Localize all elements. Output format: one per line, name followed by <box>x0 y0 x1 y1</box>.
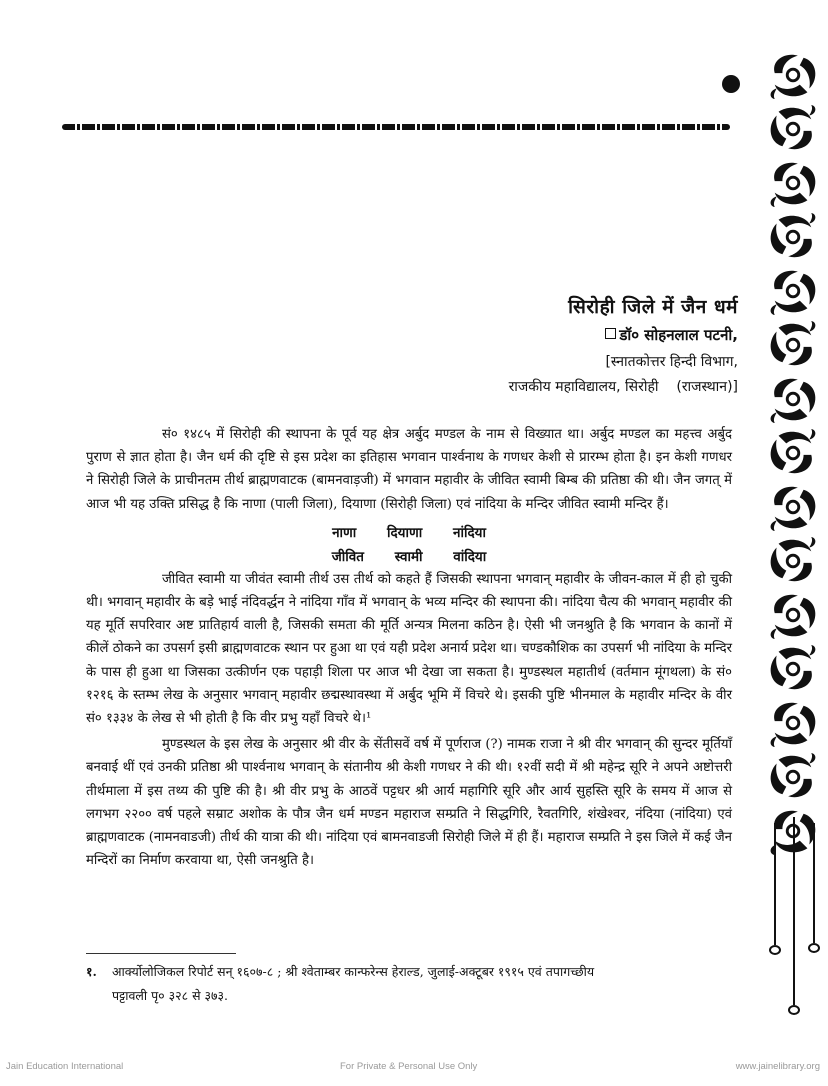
paisley-ornament-icon <box>764 536 822 590</box>
paisley-ornament-icon <box>764 212 822 266</box>
affiliation-line-1: [स्नातकोत्तर हिन्दी विभाग, <box>605 354 738 370</box>
paisley-ornament-icon <box>764 698 822 752</box>
paisley-ornament-icon <box>764 104 822 158</box>
footnote-number: १. <box>86 964 97 979</box>
footnote-line-2: पट्टावली पृ० ३२८ से ३७३. <box>112 988 229 1003</box>
decorative-dot-icon <box>722 75 740 93</box>
paisley-ornament-icon <box>764 374 822 428</box>
footnote-line-1 <box>86 960 726 984</box>
article-body <box>86 423 732 872</box>
saying-line-1: नाणा दियाणा नांदिया <box>332 524 486 541</box>
paisley-ornament-icon <box>764 158 822 212</box>
tassel-ring-center <box>788 1005 800 1015</box>
saying-line-2: जीवित स्वामी वांदिया <box>331 548 487 565</box>
tassel-line-center <box>793 817 795 1005</box>
article-title: सिरोही जिले में जैन धर्म <box>568 296 738 318</box>
paisley-ornament-icon <box>764 50 822 104</box>
hanging-tassels <box>758 815 828 1035</box>
paisley-ornament-icon <box>764 266 822 320</box>
affiliation-line-2: राजकीय महाविद्यालय, सिरोही (राजस्थान)] <box>508 379 738 395</box>
decorative-dash-rule <box>62 124 730 130</box>
paisley-ornament-icon <box>764 590 822 644</box>
paragraph-2: जीवित स्वामी या जीवंत स्वामी तीर्थ उस तीर्थ को कहते हैं जिसकी स्थापना भगवान् महावीर के जीवन-काल में ही हो चुकी थी। भगवान् महावीर के बड़े भाई नंदिवर्द्धन ने नांदिया गाँव में भगवान् के भव्य मन्दिर की स्थापना की। नांदिया चैत्य की भगवान् महावीर की यह मूर्ति सपरिवार अष्ट प्रातिहार्य वाली है, जिसकी समता की मूर्ति अन्यत्र मिलना कठिन है। ऐसी भी जनश्रुति है कि भगवान के कानों में कीलें ठोकने का उपसर्ग इसी ब्राह्मणवाटक स्थान पर हुआ था एवं यही प्रदेश अनार्य प्रदेश था। चण्डकौशिक का उपसर्ग भी नांदिया के मन्दिर के पास ही हुआ था जिसका उत्कीर्णन एक पहाड़ी शिला पर आज भी देखा जा सकता है। मुण्डस्थल महातीर्थ (वर्तमान मूंगथला) के सं० १२१६ के स्तम्भ लेख के अनुसार भगवान् महावीर छद्मस्थावस्था में अर्बुद भूमि में विचरे थे। इसकी पुष्टि भीनमाल के महावीर मन्दिर के वीर सं० १३३४ के लेख से भी होती है कि वीर प्रभु यहाँ विचरे थे।¹ <box>86 571 732 727</box>
footer-usage-note: For Private & Personal Use Only <box>340 1061 478 1072</box>
tassel-ring-left <box>769 945 781 955</box>
footnote <box>86 960 726 1008</box>
paisley-ornament-icon <box>764 752 822 806</box>
ornamental-border <box>758 50 828 830</box>
article-header <box>509 293 738 402</box>
author-name: डॉ० सोहनलाल पटनी, <box>619 326 738 344</box>
paragraph-1: सं० १४८५ में सिरोही की स्थापना के पूर्व यह क्षेत्र अर्बुद मण्डल के नाम से विख्यात था। अर्बुद मण्डल का महत्त्व अर्बुद पुराण से ज्ञात होता है। जैन धर्म की दृष्टि से इस प्रदेश का इतिहास भगवान पार्श्वनाथ के गणधर केशी से प्रारम्भ होता है। इन केशी गणधर ने सिरोही जिले के प्राचीनतम तीर्थ ब्राह्मणवाटक (बामनवाड़जी) में भगवान महावीर के जीवित स्वामी बिम्ब की प्रतिष्ठा की थी। जैन जगत् में आज भी यह उक्ति प्रसिद्ध है कि नाणा (पाली जिला), दियाणा (सिरोही जिला) एवं नांदिया के मन्दिर जीवित स्वामी मन्दिर हैं। <box>86 427 732 512</box>
paisley-ornament-icon <box>764 320 822 374</box>
tassel-line-right <box>813 823 815 943</box>
footnote-divider <box>86 953 236 954</box>
paisley-ornament-icon <box>764 428 822 482</box>
page-footer <box>0 1058 828 1078</box>
footer-website-link[interactable]: www.jainelibrary.org <box>735 1061 820 1072</box>
paisley-ornament-icon <box>764 644 822 698</box>
footer-publisher: Jain Education International <box>6 1061 124 1072</box>
square-bullet-icon <box>605 328 616 339</box>
footnote-text-1: आर्क्योलोजिकल रिपोर्ट सन् १६०७-८ ; श्री श्वेताम्बर कान्फरेन्स हेराल्ड, जुलाई-अक्टूबर १९१५ एवं तपागच्छीय <box>112 964 595 979</box>
tassel-ring-right <box>808 943 820 953</box>
paragraph-3: मुण्डस्थल के इस लेख के अनुसार श्री वीर के सेंतीसवें वर्ष में पूर्णराज (?) नामक राजा ने श्री वीर भगवान् की सुन्दर मूर्तियाँ बनवाई थीं एवं उनकी प्रतिष्ठा श्री पार्श्वनाथ भगवान् के संतानीय श्री केशी गणधर ने की थी। १२वीं सदी में श्री महेन्द्र सूरि ने अपने अष्टोत्तरी तीर्थमाला में इस तथ्य की पुष्टि की है। श्री वीर प्रभु के आठवें पट्टधर श्री आर्य महागिरि सूरि और आर्य सुहस्ति सूरि के समय में आज से लगभग २२०० वर्ष पहले सम्राट अशोक के पौत्र जैन धर्म मण्डन महाराज सम्प्रति ने सिद्धगिरि, रैवतगिरि, शंखेश्वर, नंदिया (नांदिया) एवं ब्राह्मणवाटक (नामनवाडजी) तीर्थ की यात्रा की थी। नांदिया एवं बामनवाडजी सिरोही जिले में ही हैं। महाराज सम्प्रति ने इस जिले में कई जैन मन्दिरों का निर्माण करवाया था, ऐसी जनश्रुति है। <box>86 737 732 869</box>
author-line <box>509 325 738 345</box>
paisley-ornament-icon <box>764 482 822 536</box>
tassel-line-left <box>774 823 776 945</box>
